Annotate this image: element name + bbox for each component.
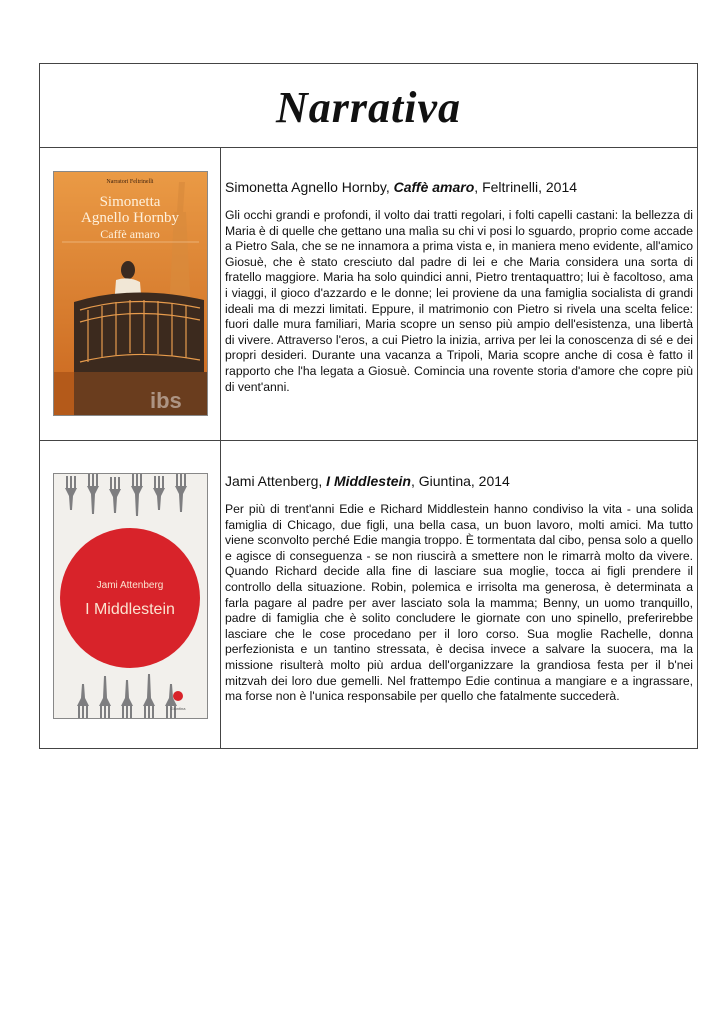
book-description: Per più di trent'anni Edie e Richard Middlestein hanno condiviso la vita - una solida famiglia di Chicago, due figli, una bella casa, un buon lavoro, molti amici. Ma tutto viene sconvolto perché Edie mangia troppo. È tormentata dal cibo, pensa solo a quello e agisce di conseguenza - se non riuscirà a smettere non le rimarrà molto da vivere. Quando Richard decide alla fine di lasciare sua moglie, tocca ai figli prendere il controllo della situazione. Robin, polemica e irrisolta ma generosa, è determinata a farla pagare al padre per aver lasciato sola la mamma; Benny, un uomo tranquillo, padre di famiglia che è solito concludere le giornate con uno spinello, preferirebbe lasciare che le cose procedano per il loro corso. Sua moglie Rachelle, donna perfezionista e un tantino stressata, è decisa invece a salvare la suocera, ma la missione risulterà molto più ardua dell'organizzare la grandiosa festa per il b'nei mitzvah dei loro due gemelli. Nel frattempo Edie continua a mangiare e a ingrassare, ma forse non è l'unica responsabile per quello che fatalmente succederà. <box>225 502 693 704</box>
book-title: Caffè amaro <box>393 179 475 195</box>
page-title: Narrativa <box>276 83 461 132</box>
book-author: Simonetta Agnello Hornby, <box>225 179 390 195</box>
document-table <box>39 63 698 749</box>
svg-text:ibs: ibs <box>150 388 182 413</box>
svg-text:Giuntina: Giuntina <box>170 706 186 711</box>
svg-text:Jami Attenberg: Jami Attenberg <box>96 580 164 591</box>
book-author: Jami Attenberg, <box>225 473 323 489</box>
book-heading <box>225 472 693 490</box>
book-entry <box>225 472 693 705</box>
book-row <box>40 441 697 749</box>
book-title: I Middlestein <box>326 473 411 489</box>
svg-text:I Middlestein: I Middlestein <box>85 601 175 618</box>
caffe-amaro-cover-art <box>54 172 207 415</box>
middlestein-cover-art <box>54 474 207 718</box>
svg-text:Agnello Hornby: Agnello Hornby <box>81 210 179 226</box>
book-description: Gli occhi grandi e profondi, il volto dai tratti regolari, i folti capelli castani: la bellezza di Maria è di quelle che gettano una malìa su chi vi posi lo sguardo, proprio come accade a Pietro Sala, che se ne innamora a prima vista e, in maniera meno evidente, all'amico Giosuè, che è stato cresciuto dal padre di lei e che Maria considera una sorta di fratello maggiore. Maria ha solo quindici anni, Pietro trentaquattro; lui è facoltoso, ama i viaggi, il gioco d'azzardo e le donne; lei proviene da una famiglia socialista di grandi ideali ma di mezzi limitati. Eppure, il matrimonio con Pietro si rivela una scelta felice: fuori dalle mura familiari, Maria scopre un senso più ampio dell'esistenza, una libertà di vivere. Attraverso l'eros, a cui Pietro la inizia, arriva per lei la conoscenza di sé e dei propri desideri. Durante una vacanza a Tripoli, Maria scopre anche di cosa è fatto il rapporto che l'ha legata a Giosuè. Comincia una rovente storia d'amore che copre più di vent'anni. <box>225 208 693 394</box>
svg-text:Caffè amaro: Caffè amaro <box>100 227 160 241</box>
title-row <box>40 64 697 148</box>
svg-text:Narratori Feltrinelli: Narratori Feltrinelli <box>106 179 154 185</box>
book-heading <box>225 178 693 196</box>
book-entry <box>225 178 693 395</box>
book-cover-image <box>53 171 208 416</box>
book-row <box>40 148 697 441</box>
book-publisher: , Feltrinelli, 2014 <box>474 179 578 195</box>
book-publisher: , Giuntina, 2014 <box>410 473 510 489</box>
svg-text:Simonetta: Simonetta <box>99 194 161 210</box>
book-cover-image <box>53 473 208 719</box>
